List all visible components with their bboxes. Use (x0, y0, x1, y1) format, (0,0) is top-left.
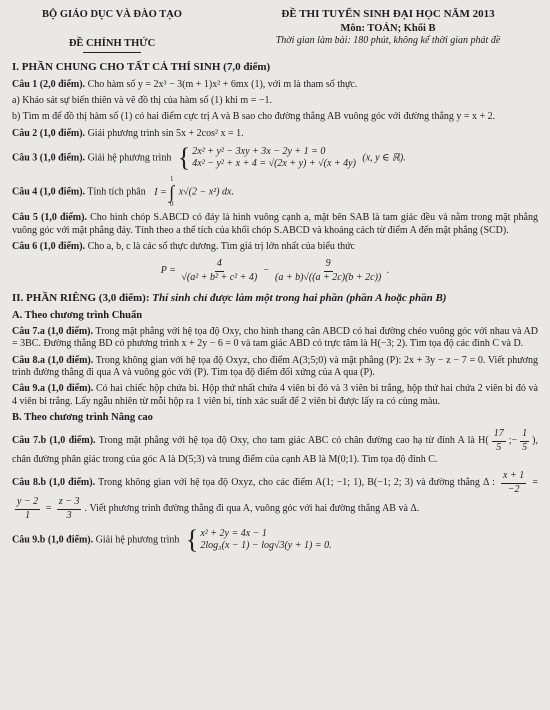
q8b-f1-den: −2 (507, 483, 520, 495)
q8b-f1-num: x + 1 (501, 470, 526, 483)
question-6 (12, 241, 538, 253)
q8b-frac-2 (15, 496, 40, 522)
q3-eq1: 2x² + y² − 3xy + 3x − 2y + 1 = 0 (192, 145, 326, 157)
q4-integrand: x√(2 − x²) dx. (178, 186, 234, 198)
q6-end: . (386, 265, 390, 277)
integral-upper: 1 (170, 175, 174, 184)
q1-part-b: b) Tìm m để đồ thị hàm số (1) có hai điểm cực trị A và B sao cho đường thẳng AB vuông góc với đường thẳng y = x + 2. (12, 111, 496, 123)
q6-text: Cho a, b, c là các số thực dương. Tìm giá trị lớn nhất của biểu thức (87, 241, 355, 252)
q3-brace: { (177, 143, 191, 173)
q7b-hx-num: 17 (492, 428, 506, 441)
q8a-text: Trong không gian với hệ tọa độ Oxyz, cho điểm A(3;5;0) và mặt phẳng (P): 2x + 3y − z − 7 = 0. Viết phương trình đường thẳng đi qua A và vuông góc với (P). Tìm tọa độ điểm đối xứng của A qua (P). (12, 354, 538, 378)
q9b-label: Câu 9.b (1,0 điểm). (12, 534, 94, 546)
q7b-frac-x (492, 428, 506, 454)
q1-label: Câu 1 (2,0 điểm). (12, 78, 86, 90)
q8b-f3-den: 3 (66, 509, 72, 521)
q6-expression (12, 258, 538, 284)
q3-domain: (x, y ∈ ℝ). (362, 152, 406, 164)
subject-line: Môn: TOÁN; Khối B (340, 22, 436, 34)
q8b-eq-1: = (532, 477, 538, 489)
q6-den-1: √(a² + b² + c² + 4) (181, 271, 258, 283)
q2-label: Câu 2 (1,0 điểm). (12, 127, 86, 139)
q8b-frac-3 (57, 496, 82, 522)
q8a-label: Câu 8.a (1,0 điểm). (12, 354, 94, 366)
question-2 (12, 128, 538, 140)
time-line: Thời gian làm bài: 180 phút, không kể thời gian phát đề (275, 34, 501, 46)
q7b-hy-den: 5 (522, 441, 528, 453)
q9b-brace: { (185, 524, 199, 554)
q6-num-2: 9 (324, 258, 333, 271)
q6-lhs: P = (160, 265, 176, 277)
q7b-text-2: ), chân đường phân giác trong của góc A là D(5;3) và trung điểm của cạnh AB là M(0;1). Tìm tọa độ đỉnh C. (12, 435, 538, 465)
q9b-system (186, 526, 332, 554)
question-8b (12, 470, 538, 522)
q8b-f3-num: z − 3 (57, 496, 82, 509)
ministry-name: BỘ GIÁO DỤC VÀ ĐÀO TẠO (42, 9, 182, 20)
q7b-text-1: Trong mặt phẳng với hệ tọa độ Oxy, cho tam giác ABC có chân đường cao hạ từ đỉnh A là H( (98, 435, 489, 447)
question-7a (12, 326, 538, 351)
part2-note: Thí sinh chỉ được làm một trong hai phần (phần A hoặc phần B) (152, 292, 447, 305)
q3-label: Câu 3 (1,0 điểm). (12, 152, 86, 164)
q6-fraction-1 (181, 258, 257, 284)
header-left (12, 8, 212, 53)
q6-num-1: 4 (215, 258, 224, 271)
q7b-hx-den: 5 (496, 441, 502, 453)
question-5 (12, 212, 538, 237)
q6-fraction-2 (275, 258, 381, 284)
q8b-label: Câu 8.b (1,0 điểm). (12, 477, 96, 489)
question-7b (12, 428, 538, 466)
q5-text: Cho hình chóp S.ABCD có đáy là hình vuông cạnh a, mặt bên SAB là tam giác đều và nằm trong mặt phẳng vuông góc với mặt phẳng đáy. Tính theo a thể tích của khối chóp S.ABCD và khoảng cách từ điểm A đến mặt phẳng (SCD). (12, 212, 539, 236)
question-9a (12, 383, 538, 408)
q8b-frac-1 (501, 470, 526, 496)
q9a-label: Câu 9.a (1,0 điểm). (12, 383, 94, 395)
q6-minus: − (262, 265, 270, 277)
q8b-f2-num: y − 2 (15, 496, 40, 509)
integral-lower: 0 (170, 200, 174, 209)
q7b-hy-num: 1 (520, 428, 529, 441)
header-rule (83, 52, 141, 53)
q4-lhs: I = (154, 186, 167, 198)
q3-text: Giải hệ phương trình (87, 152, 172, 164)
q9b-eq2: 2log₃(x − 1) − log√3(y + 1) = 0. (200, 539, 332, 551)
part2-title: II. PHẦN RIÊNG (3,0 điểm): (12, 292, 150, 305)
exam-title: ĐỀ THI TUYỂN SINH ĐẠI HỌC NĂM 2013 (281, 8, 495, 20)
q7b-frac-y (520, 428, 529, 454)
q9a-text: Có hai chiếc hộp chứa bi. Hộp thứ nhất chứa 4 viên bi đỏ và 3 viên bi trắng, hộp thứ hai chứa 2 viên bi đỏ và 4 viên bi trắng. Lấy ngẫu nhiên từ mỗi hộp ra 1 viên bi, tính xác suất để 2 viên bi được lấy ra có cùng màu. (12, 383, 538, 407)
part1-title: I. PHẦN CHUNG CHO TẤT CẢ THÍ SINH (7,0 điểm) (12, 61, 271, 74)
official-label: ĐỀ CHÍNH THỨC (68, 38, 156, 50)
question-8a (12, 355, 538, 380)
q2-text: Giải phương trình sin 5x + 2cos² x = 1. (87, 127, 244, 139)
q7b-sep: ; (508, 435, 512, 447)
q8b-eq-2: = (45, 503, 52, 515)
q9b-eq1: x² + 2y = 4x − 1 (200, 527, 267, 539)
q4-text: Tính tích phân (87, 186, 146, 198)
integral-sign: 1 ∫ 0 (169, 175, 175, 209)
q5-label: Câu 5 (1,0 điểm). (12, 212, 87, 224)
q1-text: Cho hàm số y = 2x³ − 3(m + 1)x² + 6mx (1), với m là tham số thực. (87, 78, 358, 90)
header (12, 8, 538, 53)
section-b-title: B. Theo chương trình Nâng cao (12, 412, 153, 424)
q1-part-a: a) Khảo sát sự biến thiên và vẽ đồ thị của hàm số (1) khi m = −1. (12, 95, 272, 107)
q7b-label: Câu 7.b (1,0 điểm). (12, 435, 96, 447)
q8b-text-1: Trong không gian với hệ tọa độ Oxyz, cho các điểm A(1; −1; 1), B(−1; 2; 3) và đường thẳng Δ : (98, 477, 495, 489)
q6-label: Câu 6 (1,0 điểm). (12, 241, 86, 252)
question-1 (12, 79, 538, 91)
question-9b (12, 526, 538, 554)
q7a-text: Trong mặt phẳng với hệ tọa độ Oxy, cho hình thang cân ABCD có hai đường chéo vuông góc với nhau và AD = 3BC. Đường thẳng BD có phương trình x + 2y − 6 = 0 và tam giác ABD có trực tâm là H(−3; 2). Tìm tọa độ các đỉnh C và D. (12, 325, 538, 350)
q8b-text-2: . Viết phương trình đường thẳng đi qua A, vuông góc với hai đường thẳng AB và Δ. (84, 503, 420, 515)
q9b-text: Giải hệ phương trình (95, 534, 180, 546)
header-right (238, 8, 538, 53)
q3-system (178, 144, 356, 172)
q3-eq2: 4x² − y² + x + 4 = √(2x + y) + √(x + 4y) (192, 158, 356, 170)
q8b-f2-den: 1 (25, 509, 31, 521)
section-a-title: A. Theo chương trình Chuẩn (12, 309, 143, 321)
part2-title-line (12, 292, 538, 306)
question-3 (12, 144, 538, 172)
q7a-label: Câu 7.a (1,0 điểm). (12, 325, 93, 337)
q6-den-2: (a + b)√((a + 2c)(b + 2c)) (275, 271, 382, 283)
q4-label: Câu 4 (1,0 điểm). (12, 186, 86, 198)
question-4 (12, 176, 538, 208)
q7b-minus: − (511, 435, 518, 447)
